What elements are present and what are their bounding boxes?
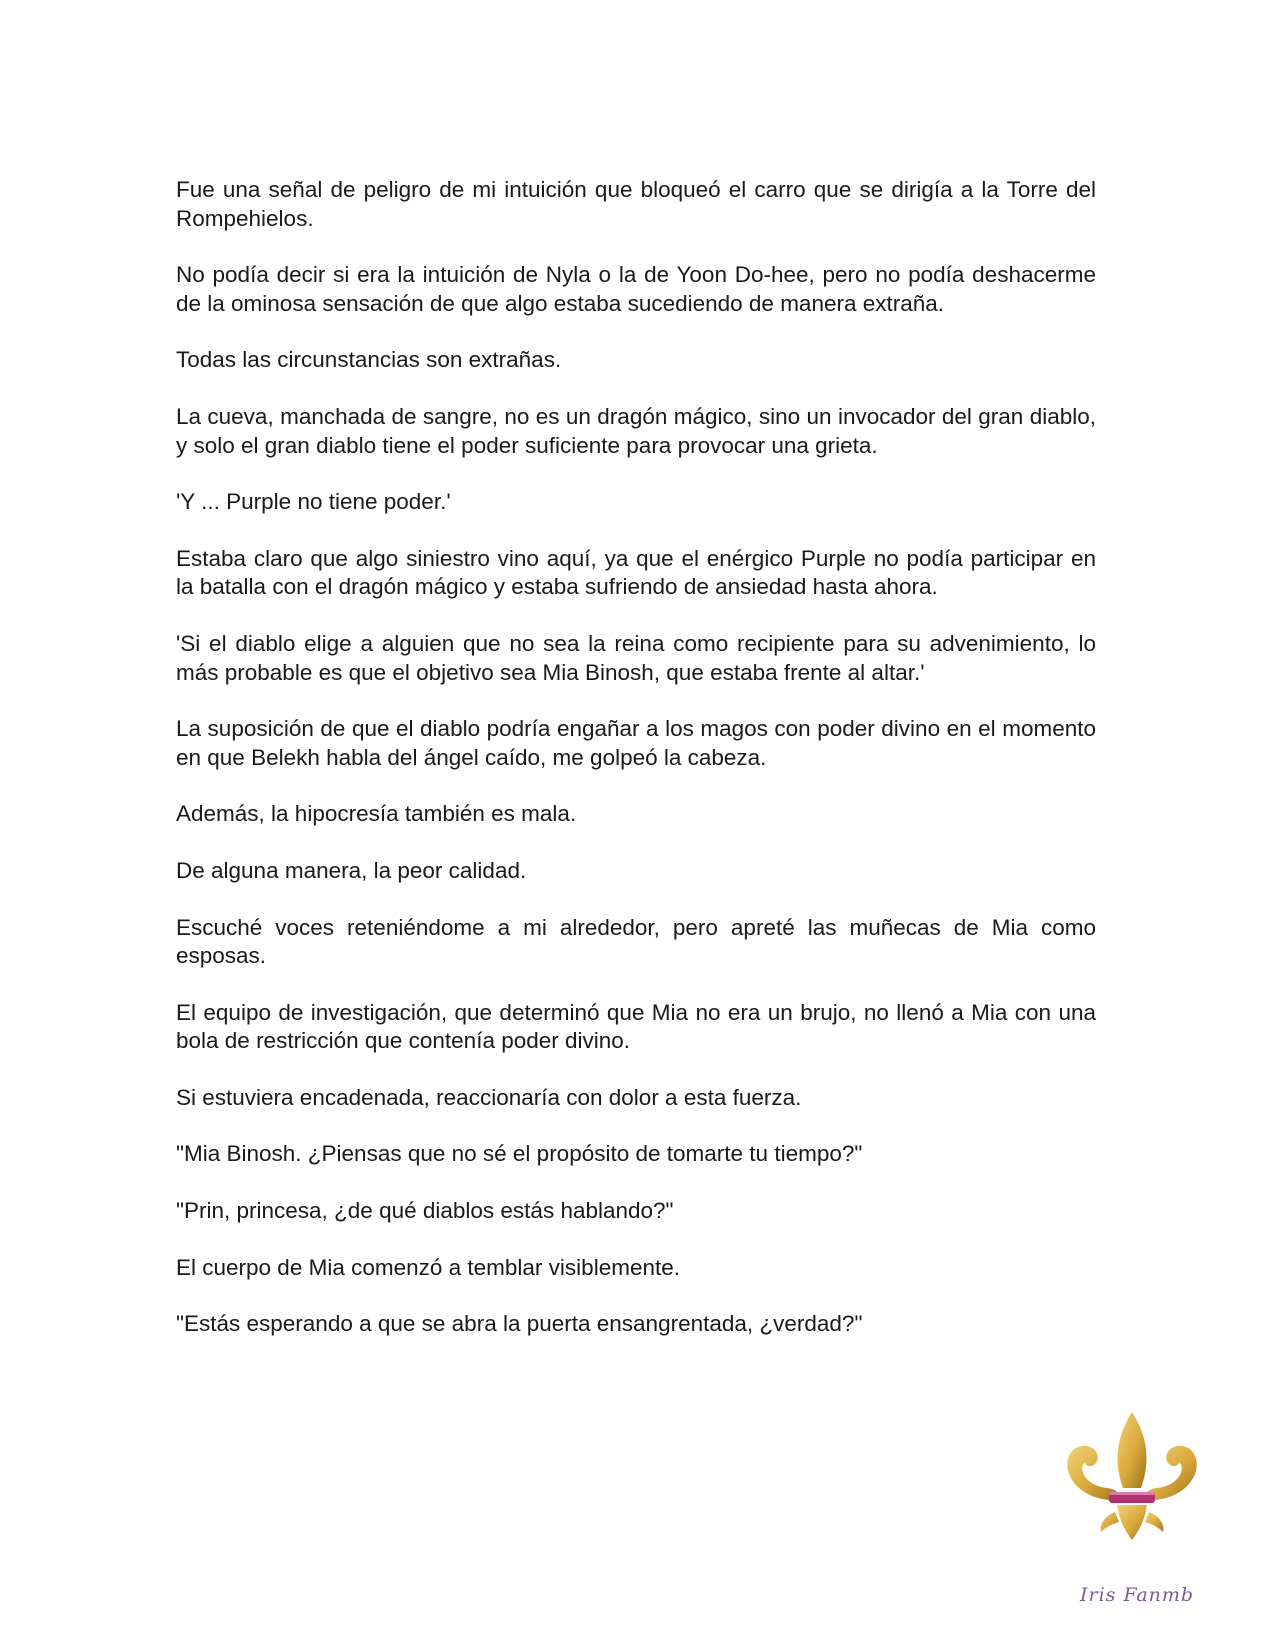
document-body	[176, 176, 1096, 1367]
watermark-logo	[1052, 1408, 1212, 1608]
paragraph: El cuerpo de Mia comenzó a temblar visiblemente.	[176, 1254, 680, 1280]
paragraph: Estaba claro que algo siniestro vino aquí, ya que el enérgico Purple no podía participar en la batalla con el dragón mágico y estaba sufriendo de ansiedad hasta ahora.	[176, 545, 1096, 600]
paragraph: De alguna manera, la peor calidad.	[176, 857, 527, 883]
paragraph: La cueva, manchada de sangre, no es un dragón mágico, sino un invocador del gran diablo, y solo el gran diablo tiene el poder suficiente para provocar una grieta.	[176, 403, 1096, 458]
paragraph: Además, la hipocresía también es mala.	[176, 801, 577, 827]
paragraph: Escuché voces reteniéndome a mi alrededor, pero apreté las muñecas de Mia como esposas.	[176, 914, 1096, 969]
watermark-text: Iris Fanmb	[1080, 1584, 1195, 1606]
paragraph: La suposición de que el diablo podría engañar a los magos con poder divino en el momento en que Belekh habla del ángel caído, me golpeó la cabeza.	[176, 716, 1096, 770]
paragraph: Si estuviera encadenada, reaccionaría con dolor a esta fuerza.	[176, 1084, 802, 1110]
paragraph: El equipo de investigación, que determinó que Mia no era un brujo, no llenó a Mia con una bola de restricción que contenía poder divino.	[176, 999, 1096, 1054]
paragraph: Todas las circunstancias son extrañas.	[176, 347, 562, 373]
paragraph: "Prin, princesa, ¿de qué diablos estás hablando?"	[176, 1198, 674, 1224]
paragraph: "Mia Binosh. ¿Piensas que no sé el propósito de tomarte tu tiempo?"	[176, 1141, 863, 1167]
paragraph: "Estás esperando a que se abra la puerta ensangrentada, ¿verdad?"	[176, 1311, 863, 1337]
paragraph: Fue una señal de peligro de mi intuición que bloqueó el carro que se dirigía a la Torre del Rompehielos.	[176, 177, 1096, 231]
fleur-de-lis-icon	[1057, 1408, 1207, 1558]
paragraph: 'Si el diablo elige a alguien que no sea la reina como recipiente para su advenimiento, lo más probable es que el objetivo sea Mia Binosh, que estaba frente al altar.'	[176, 630, 1096, 685]
paragraph: 'Y ... Purple no tiene poder.'	[176, 489, 451, 515]
paragraph: No podía decir si era la intuición de Nyla o la de Yoon Do-hee, pero no podía deshacerme de la ominosa sensación de que algo estaba sucediendo de manera extraña.	[176, 262, 1096, 316]
